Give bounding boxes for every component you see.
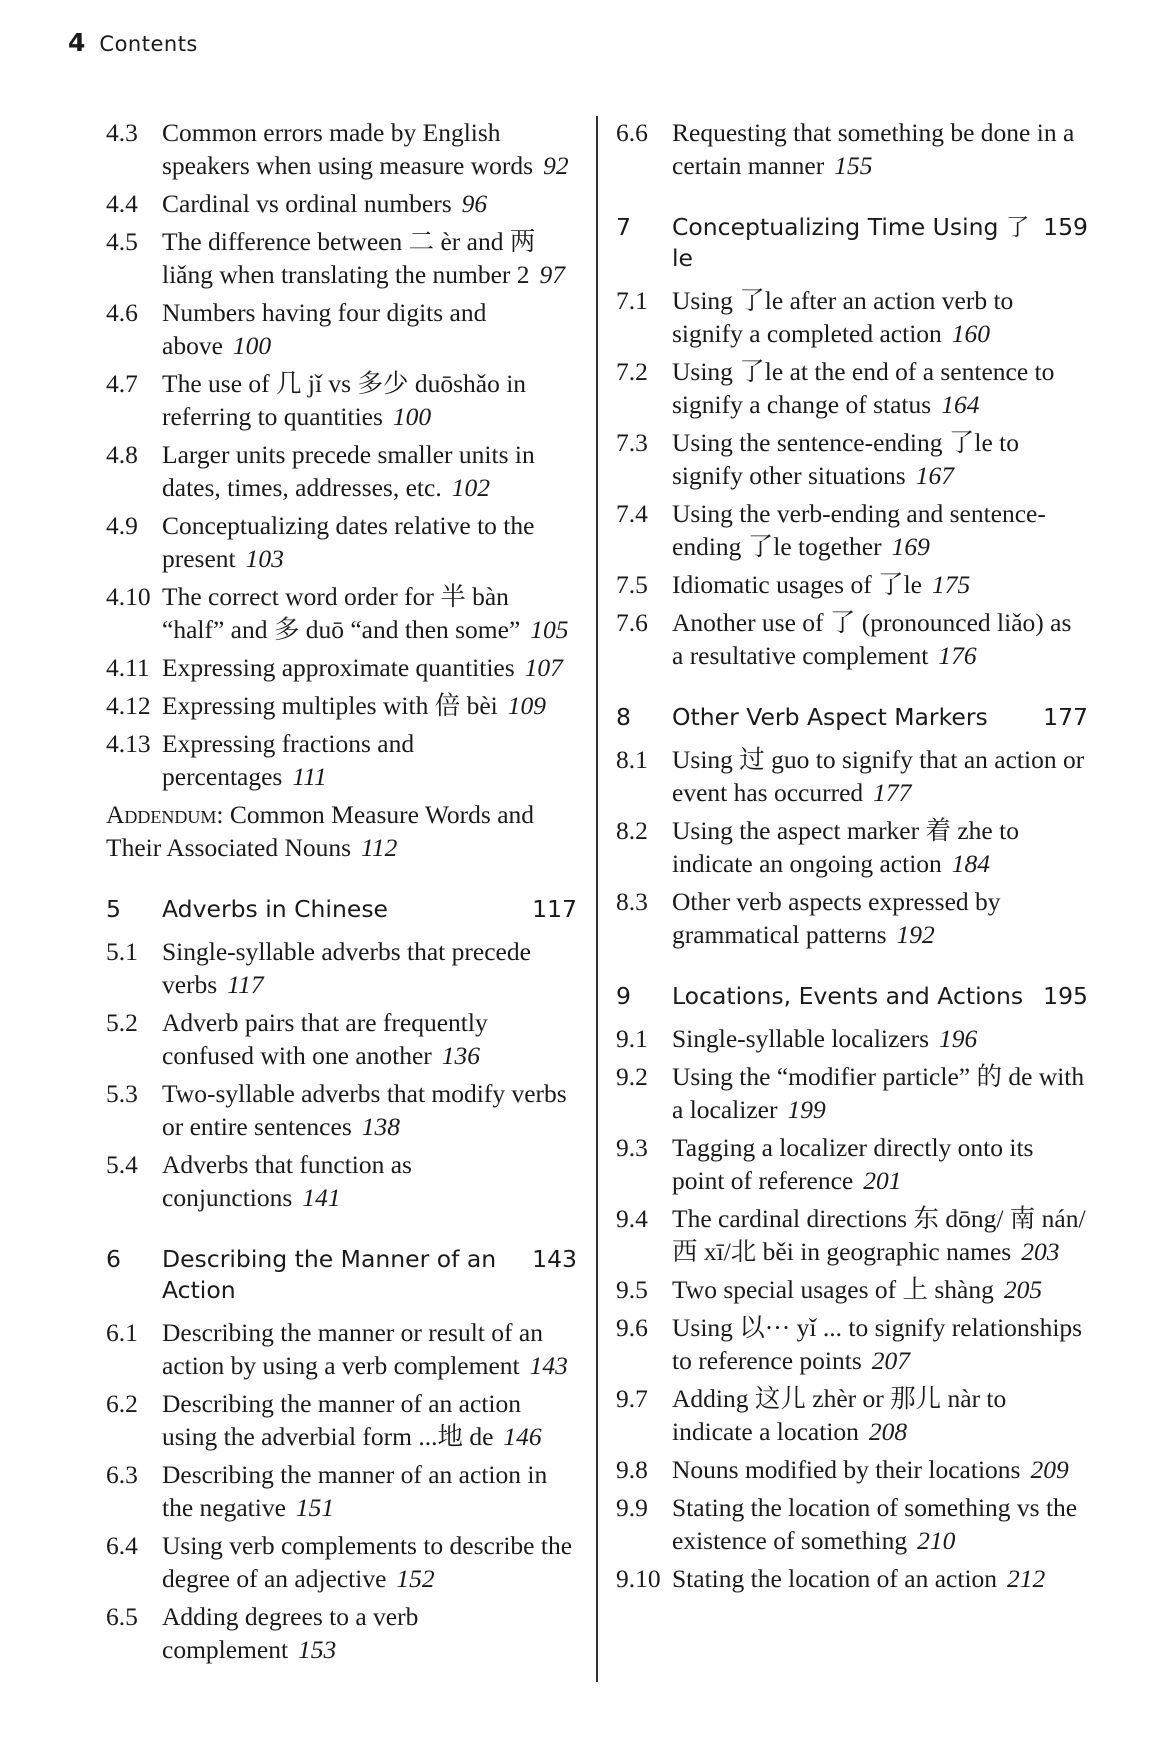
toc-entry — [106, 1529, 577, 1595]
entry-number: 5.4 — [106, 1150, 138, 1179]
addendum-title: Common Measure Words and Their Associated Nouns — [106, 800, 535, 862]
entry-number: 4.12 — [106, 691, 151, 720]
entry-title: Describing the manner or result of an action by using a verb complement — [162, 1318, 543, 1380]
toc-entry — [616, 1273, 1088, 1306]
entry-number: 4.8 — [106, 440, 138, 469]
entry-title: Adding degrees to a verb complement — [162, 1602, 419, 1664]
chapter-heading — [616, 702, 1088, 733]
entry-text-wrap — [162, 367, 577, 433]
entry-title: Adverb pairs that are frequently confused with one another — [162, 1008, 488, 1070]
entry-text-wrap — [672, 885, 1088, 951]
toc-entry — [106, 1387, 577, 1453]
toc-entry — [106, 116, 577, 182]
toc-entry — [106, 367, 577, 433]
toc-entry — [106, 1600, 577, 1666]
entry-number: 4.13 — [106, 729, 151, 758]
toc-entry — [106, 509, 577, 575]
entry-text-wrap — [162, 1148, 577, 1214]
entry-title: Using 了le at the end of a sentence to signify a change of status — [672, 357, 1055, 419]
entry-page: 208 — [868, 1417, 908, 1446]
entry-page: 92 — [543, 151, 569, 180]
entry-page: 105 — [530, 615, 569, 644]
entry-number: 5.2 — [106, 1008, 138, 1037]
entry-title: The difference between 二 èr and 两 liǎng when translating the number 2 — [162, 227, 536, 289]
entry-number: 7.4 — [616, 499, 648, 528]
entry-page: 153 — [298, 1635, 337, 1664]
entry-text-wrap — [672, 743, 1088, 809]
entry-page: 107 — [524, 653, 563, 682]
toc-entry — [106, 727, 577, 793]
entry-title: Tagging a localizer directly onto its point of reference — [672, 1133, 1034, 1195]
entry-text-wrap — [162, 727, 577, 793]
toc-entry — [106, 689, 577, 722]
entry-title: Requesting that something be done in a certain manner — [672, 118, 1075, 180]
toc-entry — [616, 743, 1088, 809]
entry-title: Single-syllable adverbs that precede verbs — [162, 937, 531, 999]
entry-text-wrap — [672, 568, 1088, 601]
entry-number: 7.3 — [616, 428, 648, 457]
entry-title: Cardinal vs ordinal numbers — [162, 189, 452, 218]
entry-number: 9.9 — [616, 1493, 648, 1522]
entry-number: 9.7 — [616, 1384, 648, 1413]
entry-text-wrap — [162, 1006, 577, 1072]
toc-entry — [616, 1382, 1088, 1448]
toc-entry — [616, 1311, 1088, 1377]
toc-entry — [106, 1316, 577, 1382]
chapter-title: Adverbs in Chinese — [162, 895, 389, 923]
entry-number: 4.6 — [106, 298, 138, 327]
chapter-title: Conceptualizing Time Using 了le — [672, 213, 1030, 272]
toc-entry — [106, 187, 577, 220]
entry-page: 143 — [529, 1351, 568, 1380]
entry-page: 160 — [951, 319, 991, 348]
entry-title: Using the sentence-ending 了le to signify other situations — [672, 428, 1019, 490]
entry-title: Stating the location of something vs the existence of something — [672, 1493, 1078, 1555]
addendum-label: Addendum: — [106, 800, 224, 829]
toc-entry — [106, 438, 577, 504]
entry-number: 9.5 — [616, 1275, 648, 1304]
entry-text-wrap — [672, 1131, 1088, 1197]
entry-text-wrap — [162, 935, 577, 1001]
entry-text-wrap — [672, 606, 1088, 672]
entry-text-wrap — [162, 1077, 577, 1143]
chapter-number: 9 — [616, 982, 631, 1010]
entry-number: 9.1 — [616, 1024, 648, 1053]
entry-title: Other verb aspects expressed by grammatical patterns — [672, 887, 1001, 949]
entry-page: 169 — [891, 532, 930, 561]
toc-entry — [106, 225, 577, 291]
entry-title: Idiomatic usages of 了le — [672, 570, 922, 599]
entry-text-wrap — [162, 509, 577, 575]
chapter-page: 159 — [1043, 213, 1088, 241]
toc-entry — [616, 116, 1088, 182]
entry-text-wrap — [162, 1387, 577, 1453]
entry-page: 196 — [939, 1024, 978, 1053]
entry-text-wrap — [672, 814, 1088, 880]
toc-entry — [106, 296, 577, 362]
chapter-number: 7 — [616, 213, 631, 241]
toc-entry — [616, 885, 1088, 951]
entry-page: 138 — [361, 1112, 400, 1141]
entry-text-wrap — [672, 1453, 1088, 1486]
entry-title: The use of 几 jǐ vs 多少 duōshǎo in referring to quantities — [162, 369, 527, 431]
toc-entry — [616, 1562, 1088, 1595]
entry-title: Larger units precede smaller units in dates, times, addresses, etc. — [162, 440, 535, 502]
entry-number: 7.6 — [616, 608, 648, 637]
entry-text-wrap — [672, 1491, 1088, 1557]
running-header — [68, 28, 198, 62]
toc-entry — [616, 1060, 1088, 1126]
entry-text-wrap — [162, 187, 577, 220]
entry-number: 4.7 — [106, 369, 138, 398]
entry-title: Adding 这儿 zhèr or 那儿 nàr to indicate a location — [672, 1384, 1007, 1446]
entry-title: Using the “modifier particle” 的 de with a localizer — [672, 1062, 1085, 1124]
chapter-heading — [106, 894, 577, 925]
entry-page: 201 — [863, 1166, 902, 1195]
entry-number: 4.4 — [106, 189, 138, 218]
toc-entry — [616, 814, 1088, 880]
entry-text-wrap — [672, 355, 1088, 421]
column-divider — [596, 116, 598, 1682]
entry-number: 8.2 — [616, 816, 648, 845]
toc-entry — [106, 935, 577, 1001]
toc-entry — [106, 1077, 577, 1143]
chapter-page: 195 — [1043, 982, 1088, 1010]
chapter-heading — [616, 981, 1088, 1012]
entry-page: 203 — [1021, 1237, 1060, 1266]
entry-number: 5.1 — [106, 937, 138, 966]
entry-text-wrap — [162, 689, 577, 722]
toc-entry — [616, 284, 1088, 350]
entry-page: 97 — [539, 260, 566, 289]
entry-title: Describing the manner of an action in the negative — [162, 1460, 548, 1522]
entry-number: 6.4 — [106, 1531, 138, 1560]
entry-number: 9.10 — [616, 1564, 661, 1593]
entry-page: 103 — [245, 544, 284, 573]
toc-entry — [616, 1202, 1088, 1268]
chapter-page: 143 — [532, 1245, 577, 1273]
entry-text-wrap — [162, 1529, 577, 1595]
toc-entry — [616, 1131, 1088, 1197]
entry-text-wrap — [672, 1311, 1088, 1377]
entry-text-wrap — [672, 1022, 1088, 1055]
chapter-title: Locations, Events and Actions — [672, 982, 1024, 1010]
entry-title: Expressing approximate quantities — [162, 653, 515, 682]
toc-entry — [616, 1453, 1088, 1486]
chapter-heading — [616, 212, 1088, 274]
entry-page: 167 — [915, 461, 954, 490]
entry-number: 6.5 — [106, 1602, 138, 1631]
entry-text-wrap — [672, 116, 1088, 182]
toc-entry — [616, 355, 1088, 421]
entry-page: 184 — [951, 849, 991, 878]
entry-page: 100 — [392, 402, 432, 431]
entry-number: 9.6 — [616, 1313, 648, 1342]
entry-page: 207 — [871, 1346, 910, 1375]
entry-page: 199 — [787, 1095, 826, 1124]
toc-entry — [106, 1458, 577, 1524]
entry-number: 4.10 — [106, 582, 151, 611]
entry-page: 212 — [1007, 1564, 1046, 1593]
entry-text-wrap — [672, 1273, 1088, 1306]
entry-page: 151 — [295, 1493, 335, 1522]
entry-text-wrap — [162, 225, 577, 291]
chapter-number: 6 — [106, 1245, 121, 1273]
entry-text-wrap — [162, 438, 577, 504]
addendum-entry — [106, 798, 577, 864]
entry-title: Nouns modified by their locations — [672, 1455, 1021, 1484]
entry-text-wrap — [672, 1562, 1088, 1595]
toc-entry — [106, 651, 577, 684]
entry-page: 109 — [507, 691, 546, 720]
entry-title: Using 以··· yǐ ... to signify relationships to reference points — [672, 1313, 1083, 1375]
entry-number: 9.4 — [616, 1204, 648, 1233]
entry-page: 117 — [227, 970, 264, 999]
chapter-number: 5 — [106, 895, 121, 923]
entry-text-wrap — [672, 1202, 1088, 1268]
entry-title: Using verb complements to describe the degree of an adjective — [162, 1531, 573, 1593]
entry-page: 175 — [931, 570, 971, 599]
chapter-page: 177 — [1043, 703, 1088, 731]
entry-title: Common errors made by English speakers when using measure words — [162, 118, 534, 180]
toc-entry — [106, 580, 577, 646]
chapter-number: 8 — [616, 703, 631, 731]
entry-page: 192 — [896, 920, 935, 949]
toc-entry — [616, 568, 1088, 601]
entry-title: Stating the location of an action — [672, 1564, 998, 1593]
entry-text-wrap — [672, 284, 1088, 350]
toc-entry — [616, 1491, 1088, 1557]
entry-title: The cardinal directions 东 dōng/ 南 nán/西 xī/北 běi in geographic names — [672, 1204, 1086, 1266]
entry-number: 9.2 — [616, 1062, 648, 1091]
entry-text-wrap — [672, 426, 1088, 492]
entry-number: 6.6 — [616, 118, 648, 147]
entry-page: 141 — [302, 1183, 341, 1212]
entry-page: 152 — [396, 1564, 435, 1593]
entry-title: Expressing fractions and percentages — [162, 729, 415, 791]
entry-page: 210 — [917, 1526, 956, 1555]
entry-text-wrap — [162, 580, 577, 646]
entry-text-wrap — [162, 1600, 577, 1666]
entry-page: 102 — [451, 473, 490, 502]
entry-title: Numbers having four digits and above — [162, 298, 487, 360]
entry-page: 146 — [503, 1422, 542, 1451]
entry-number: 6.2 — [106, 1389, 138, 1418]
entry-title: The correct word order for 半 bàn “half” and 多 duō “and then some” — [162, 582, 521, 644]
entry-number: 7.1 — [616, 286, 648, 315]
entry-text-wrap — [672, 497, 1088, 563]
entry-text-wrap — [162, 296, 577, 362]
entry-number: 9.8 — [616, 1455, 648, 1484]
entry-number: 4.5 — [106, 227, 138, 256]
entry-title: Using 了le after an action verb to signify a completed action — [672, 286, 1014, 348]
entry-text-wrap — [162, 116, 577, 182]
entry-text-wrap — [162, 1316, 577, 1382]
toc-entry — [616, 606, 1088, 672]
running-title: Contents — [99, 32, 198, 56]
entry-number: 4.11 — [106, 653, 150, 682]
entry-title: Using the aspect marker 着 zhe to indicate an ongoing action — [672, 816, 1019, 878]
entry-title: Expressing multiples with 倍 bèi — [162, 691, 498, 720]
toc-entry — [616, 497, 1088, 563]
entry-number: 6.3 — [106, 1460, 138, 1489]
entry-number: 5.3 — [106, 1079, 138, 1108]
entry-text-wrap — [672, 1382, 1088, 1448]
toc-entry — [616, 426, 1088, 492]
entry-page: 209 — [1030, 1455, 1069, 1484]
entry-number: 4.9 — [106, 511, 138, 540]
addendum-page: 112 — [361, 833, 398, 862]
entry-number: 8.3 — [616, 887, 648, 916]
entry-page: 205 — [1003, 1275, 1043, 1304]
toc-entry — [106, 1148, 577, 1214]
entry-number: 4.3 — [106, 118, 138, 147]
entry-text-wrap — [162, 651, 577, 684]
entry-title: Two-syllable adverbs that modify verbs or entire sentences — [162, 1079, 567, 1141]
entry-number: 8.1 — [616, 745, 648, 774]
entry-text-wrap — [162, 1458, 577, 1524]
entry-title: Single-syllable localizers — [672, 1024, 930, 1053]
entry-number: 6.1 — [106, 1318, 138, 1347]
toc-right-column — [616, 116, 1088, 1600]
toc-entry — [616, 1022, 1088, 1055]
entry-text-wrap — [672, 1060, 1088, 1126]
entry-title: Using the verb-ending and sentence-ending 了le together — [672, 499, 1046, 561]
entry-number: 7.5 — [616, 570, 648, 599]
entry-number: 9.3 — [616, 1133, 648, 1162]
entry-number: 7.2 — [616, 357, 648, 386]
entry-title: Using 过 guo to signify that an action or event has occurred — [672, 745, 1085, 807]
entry-page: 136 — [441, 1041, 481, 1070]
entry-page: 100 — [232, 331, 272, 360]
page-number: 4 — [68, 28, 86, 57]
entry-page: 164 — [941, 390, 980, 419]
entry-page: 176 — [938, 641, 977, 670]
entry-page: 96 — [461, 189, 488, 218]
entry-title: Two special usages of 上 shàng — [672, 1275, 994, 1304]
entry-title: Another use of 了 (pronounced liǎo) as a resultative complement — [672, 608, 1072, 670]
chapter-title: Describing the Manner of an Action — [162, 1245, 497, 1304]
chapter-page: 117 — [532, 895, 577, 923]
entry-title: Describing the manner of an action using the adverbial form ...地 de — [162, 1389, 521, 1451]
entry-page: 155 — [834, 151, 873, 180]
toc-left-column — [106, 116, 577, 1671]
entry-page: 111 — [292, 762, 327, 791]
chapter-title: Other Verb Aspect Markers — [672, 703, 988, 731]
entry-title: Adverbs that function as conjunctions — [162, 1150, 412, 1212]
entry-page: 177 — [873, 778, 912, 807]
entry-title: Conceptualizing dates relative to the present — [162, 511, 535, 573]
toc-entry — [106, 1006, 577, 1072]
chapter-heading — [106, 1244, 577, 1306]
